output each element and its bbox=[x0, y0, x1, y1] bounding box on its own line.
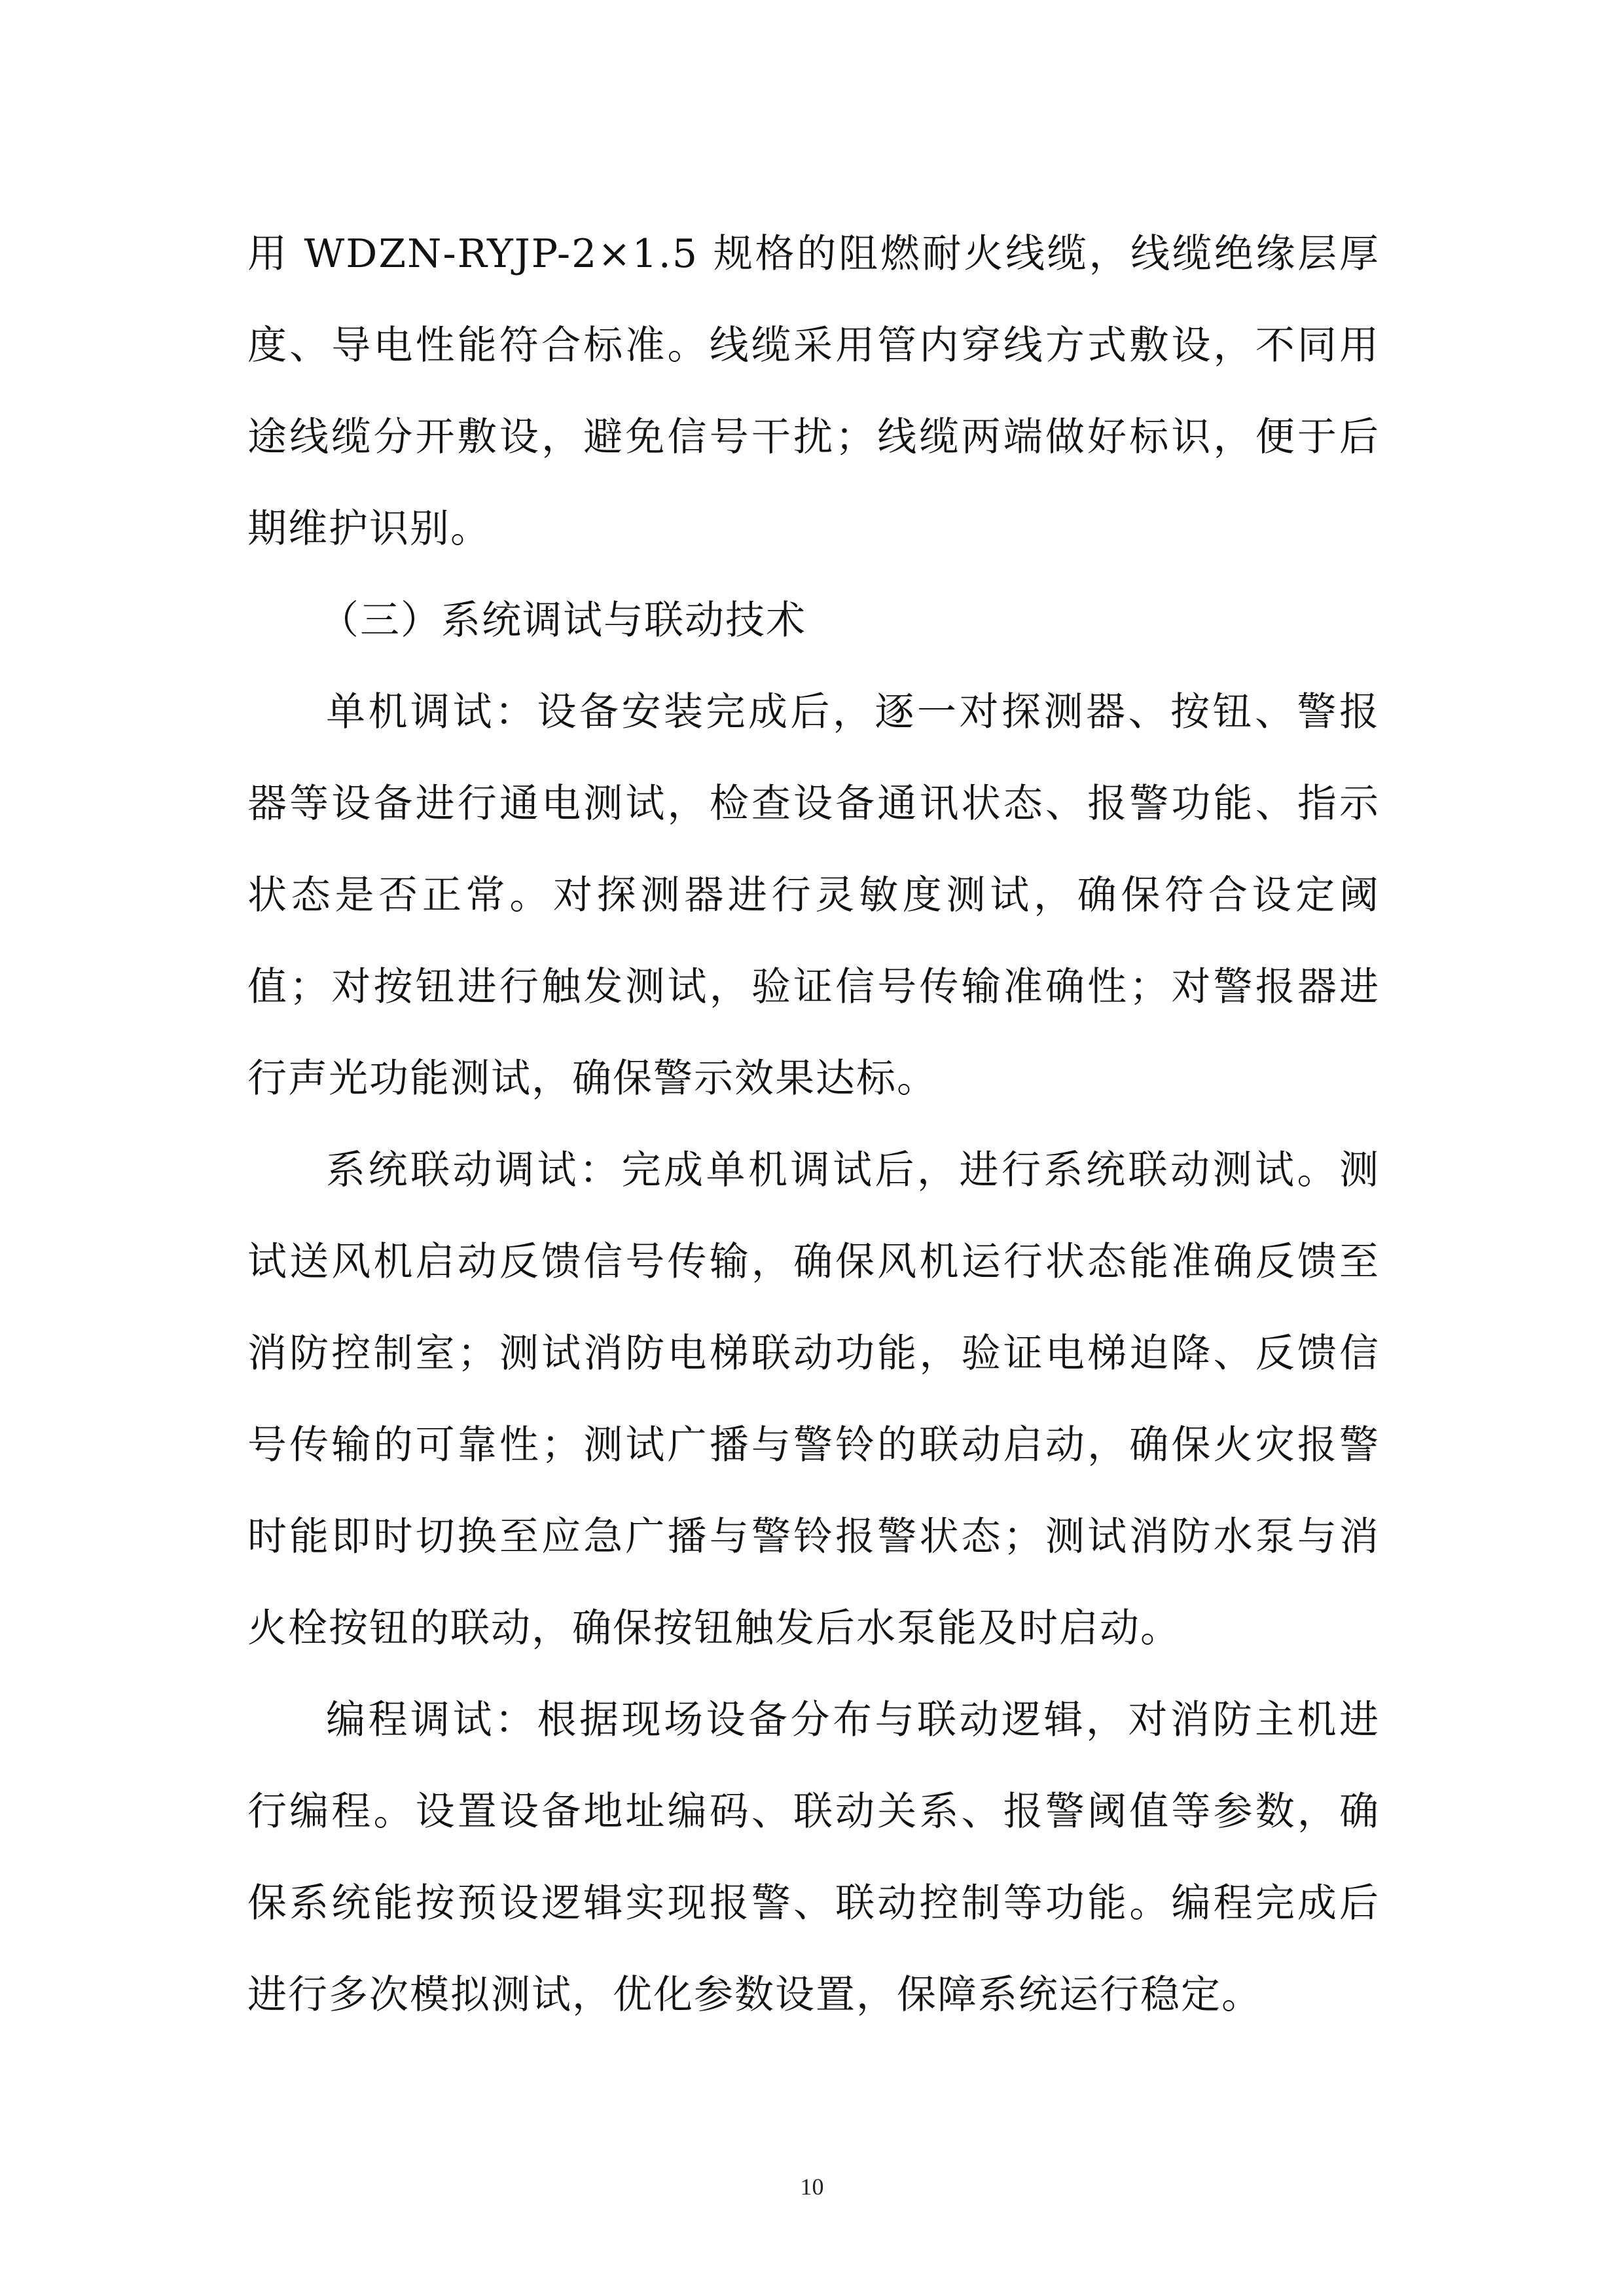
paragraph-unit-debugging: 单机调试：设备安装完成后，逐一对探测器、按钮、警报器等设备进行通电测试，检查设备通讯状态、报警功能、指示状态是否正常。对探测器进行灵敏度测试，确保符合设定阈值；对按钮进行触发测试，验证信号传输准确性；对警报器进行声光功能测试，确保警示效果达标。 bbox=[247, 689, 1380, 1102]
paragraph-programming-debugging: 编程调试：根据现场设备分布与联动逻辑，对消防主机进行编程。设置设备地址编码、联动关系、报警阈值等参数，确保系统能按预设逻辑实现报警、联动控制等功能。编程完成后进行多次模拟测试，优化参数设置，保障系统运行稳定。 bbox=[247, 1697, 1380, 2018]
paragraph-cable-spec: 用 WDZN-RYJP-2×1.5 规格的阻燃耐火线缆，线缆绝缘层厚度、导电性能符合标准。线缆采用管内穿线方式敷设，不同用途线缆分开敷设，避免信号干扰；线缆两端做好标识，便于后期维护识别。 bbox=[247, 231, 1380, 552]
section-heading-system-debugging: （三）系统调试与联动技术 bbox=[319, 598, 806, 643]
page-number: 10 bbox=[800, 2174, 824, 2200]
body-text bbox=[247, 208, 1380, 2041]
paragraph-system-linkage-debugging: 系统联动调试：完成单机调试后，进行系统联动测试。测试送风机启动反馈信号传输，确保风机运行状态能准确反馈至消防控制室；测试消防电梯联动功能，验证电梯迫降、反馈信号传输的可靠性；测试广播与警铃的联动启动，确保火灾报警时能即时切换至应急广播与警铃报警状态；测试消防水泵与消火栓按钮的联动，确保按钮触发后水泵能及时启动。 bbox=[247, 1147, 1380, 1651]
